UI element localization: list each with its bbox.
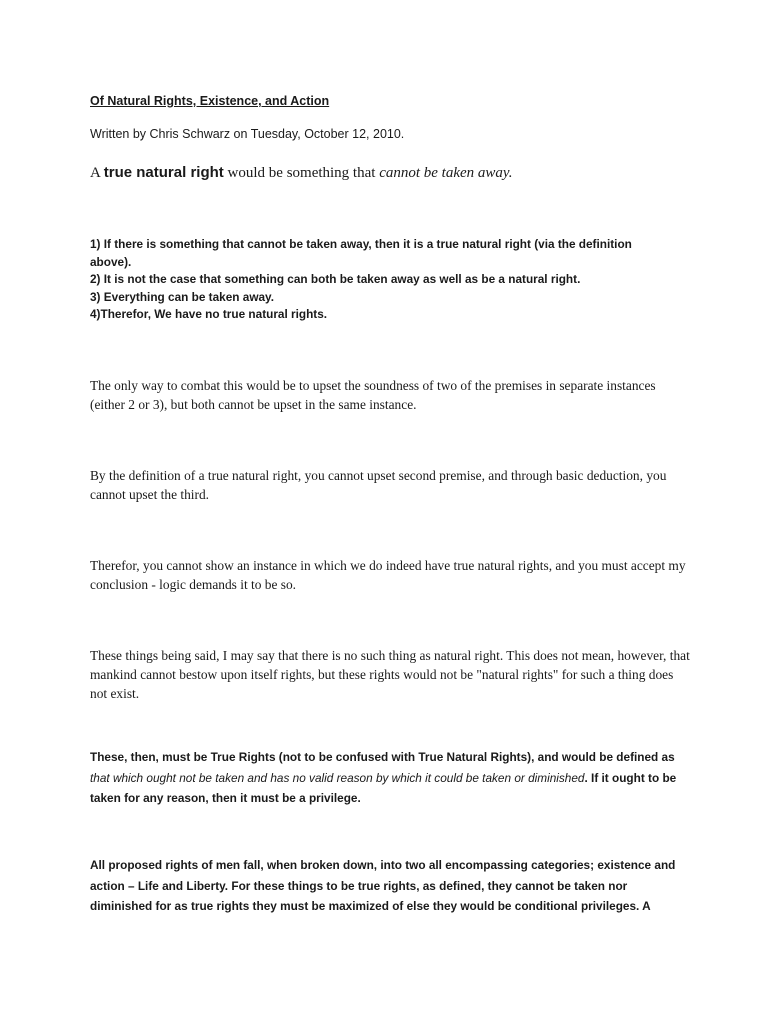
byline: Written by Chris Schwarz on Tuesday, October 12, 2010. bbox=[90, 127, 405, 141]
premise-line: above). bbox=[90, 254, 132, 269]
true-rights-lead: These, then, must be True Rights (not to be confused with True Natural Rights), and would be defined as bbox=[90, 750, 675, 764]
premise-line: 4)Therefor, We have no true natural rights. bbox=[90, 307, 328, 321]
intro-bold-term: true natural right bbox=[103, 164, 224, 181]
premise-line: 2) It is not the case that something can both be taken away as well as be a natural right. bbox=[90, 272, 581, 286]
paragraph-life-liberty bbox=[90, 855, 690, 917]
paragraph-conclusion: Therefor, you cannot show an instance in which we do indeed have true natural rights, and you must accept my conclusion - logic demands it to be so. bbox=[90, 558, 686, 592]
intro-italic-phrase: cannot be taken away. bbox=[379, 165, 513, 181]
premise-line: 1) If there is something that cannot be taken away, then it is a true natural right (via the definition bbox=[90, 237, 632, 251]
paragraph-combat: The only way to combat this would be to upset the soundness of two of the premises in separate instances (either 2 or 3), but both cannot be upset in the same instance. bbox=[90, 378, 656, 412]
paragraph-definition: By the definition of a true natural right, you cannot upset second premise, and through basic deduction, you cannot upset the third. bbox=[90, 468, 667, 502]
premises-list bbox=[90, 236, 690, 324]
life-liberty-text: All proposed rights of men fall, when broken down, into two all encompassing categories; existence and action – Life and Liberty. For these things to be true rights, as defined, they cannot be taken nor diminished for as true rights they must be maximized of else they would be conditional privileges. A bbox=[90, 858, 676, 913]
true-rights-definition: that which ought not be taken and has no valid reason by which it could be taken or diminished bbox=[90, 770, 585, 785]
document-title: Of Natural Rights, Existence, and Action bbox=[90, 94, 330, 108]
intro-lead: A bbox=[90, 165, 104, 181]
premise-line: 3) Everything can be taken away. bbox=[90, 289, 275, 304]
paragraph-true-rights bbox=[90, 747, 690, 809]
paragraph-no-natural-right: These things being said, I may say that there is no such thing as natural right. This does not mean, however, that mankind cannot bestow upon itself rights, but these rights would not be "natural rights" for such a thing does not exist. bbox=[90, 648, 690, 701]
intro-definition bbox=[90, 164, 690, 182]
true-rights-privilege: . If it ought to be taken for any reason, then it must be a privilege. bbox=[90, 770, 677, 805]
intro-middle: would be something that bbox=[223, 165, 380, 181]
